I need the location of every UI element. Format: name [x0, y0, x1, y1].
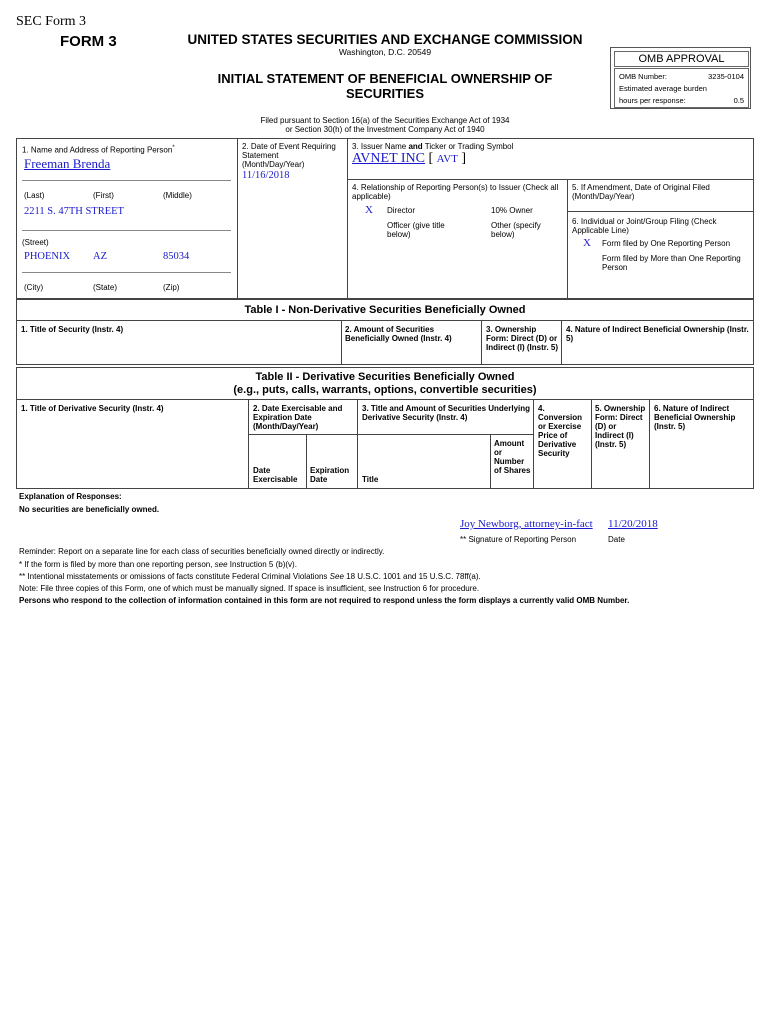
t1-col-nature: 4. Nature of Indirect Beneficial Ownership (Instr. 5) — [566, 325, 749, 343]
note-3: Note: File three copies of this Form, one of which must be manually signed. If space is insufficient, see Instruction 6 for procedure. — [19, 584, 480, 593]
one-person-check: X — [583, 237, 591, 249]
state-label: (State) — [93, 283, 118, 292]
explanation-text: No securities are beneficially owned. — [19, 505, 160, 514]
table-2-title-2: (e.g., puts, calls, warrants, options, convertible securities) — [233, 384, 537, 396]
issuer-link[interactable]: AVNET INC — [352, 151, 425, 166]
commission-location: Washington, D.C. 20549 — [338, 47, 432, 57]
reminder-note: Reminder: Report on a separate line for each class of securities beneficially owned directly or indirectly. — [19, 547, 385, 556]
table-1-title: Table I - Non-Derivative Securities Beneficially Owned — [244, 304, 526, 316]
table-2-title-1: Table II - Derivative Securities Beneficially Owned — [255, 371, 515, 383]
more-persons-label: Form filed by More than One Reporting Person — [602, 254, 741, 272]
middle-label: (Middle) — [163, 191, 192, 200]
omb-title: OMB APPROVAL — [614, 51, 749, 67]
note-2-see: See — [329, 572, 344, 581]
note-4: Persons who respond to the collection of information contained in this form are not required to respond unless the form displays a currently valid OMB Number. — [19, 596, 630, 605]
commission-title: UNITED STATES SECURITIES AND EXCHANGE COMMISSION — [187, 32, 583, 47]
issuer-row — [352, 151, 466, 167]
box1-star: * — [172, 145, 175, 151]
event-date-value: 11/16/2018 — [242, 170, 290, 181]
t2-col-expiration: Expiration Date — [310, 466, 350, 484]
omb-burden-label: Estimated average burden — [619, 84, 707, 93]
note-1-see: see — [214, 560, 228, 569]
box3-label-pre: 3. Issuer Name — [352, 142, 409, 151]
note-2-post: 18 U.S.C. 1001 and 15 U.S.C. 78ff(a). — [343, 572, 481, 581]
table-2-title — [16, 371, 754, 397]
t1-col-ownership: 3. Ownership Form: Direct (D) or Indirect (I) (Instr. 5) — [486, 325, 559, 352]
omb-approval-box — [610, 47, 751, 109]
t2-col-conversion: 4. Conversion or Exercise Price of Derivative Security — [538, 404, 583, 458]
street-value: 2211 S. 47TH STREET — [24, 206, 124, 217]
filed-line-1: Filed pursuant to Section 16(a) of the Securities Exchange Act of 1934 — [260, 116, 510, 125]
t1-col-amount: 2. Amount of Securities Beneficially Owned (Instr. 4) — [345, 325, 452, 343]
one-person-label: Form filed by One Reporting Person — [602, 239, 731, 248]
omb-details — [614, 68, 749, 108]
other-label: Other (specify below) — [491, 221, 541, 239]
box1-label — [22, 144, 175, 155]
t2-col-amount: Amount or Number of Shares — [494, 439, 531, 475]
t1-col-title: 1. Title of Security (Instr. 4) — [21, 325, 124, 334]
note-1 — [19, 560, 297, 569]
note-2 — [19, 572, 481, 581]
zip-value: 85034 — [163, 251, 190, 262]
box3-label — [352, 142, 513, 151]
t2-col-underlying: 3. Title and Amount of Securities Underlying Derivative Security (Instr. 4) — [362, 404, 531, 422]
omb-number-label: OMB Number: — [619, 72, 667, 81]
signature-date-label: Date — [608, 535, 625, 544]
director-label: Director — [387, 206, 416, 215]
t2-col-title: 1. Title of Derivative Security (Instr. 4) — [21, 404, 164, 413]
box5-label: 5. If Amendment, Date of Original Filed (Month/Day/Year) — [572, 183, 710, 201]
box1-label-text: 1. Name and Address of Reporting Person — [22, 145, 173, 155]
last-label: (Last) — [24, 191, 45, 200]
signature-link[interactable]: Joy Newborg, attorney-in-fact — [460, 518, 593, 530]
ticker-link[interactable]: AVT — [436, 153, 458, 165]
omb-number-value: 3235-0104 — [708, 72, 744, 81]
signature-label: ** Signature of Reporting Person — [460, 535, 577, 544]
signature-date-link[interactable]: 11/20/2018 — [608, 518, 658, 530]
box2-label: 2. Date of Event Requiring Statement (Month/Day/Year) — [242, 142, 336, 169]
street-label: (Street) — [22, 238, 49, 247]
zip-label: (Zip) — [163, 283, 180, 292]
form-title: FORM 3 — [60, 33, 117, 50]
filed-pursuant — [170, 116, 600, 134]
statement-title: INITIAL STATEMENT OF BENEFICIAL OWNERSHIP OF SECURITIES — [217, 71, 553, 101]
t2-col-underlying-title: Title — [362, 475, 379, 484]
reporting-person-link[interactable]: Freeman Brenda — [24, 156, 111, 171]
box6-label: 6. Individual or Joint/Group Filing (Check Applicable Line) — [572, 217, 717, 235]
bracket-close: ] — [461, 151, 467, 166]
note-1-pre: * If the form is filed by more than one reporting person, — [19, 560, 215, 569]
first-label: (First) — [93, 191, 114, 200]
omb-hours-label: hours per response: — [619, 96, 686, 105]
box3-label-post: Ticker or Trading Symbol — [422, 142, 514, 151]
city-value: PHOENIX — [24, 251, 71, 262]
director-check: X — [365, 204, 373, 216]
t2-col-nature: 6. Nature of Indirect Beneficial Ownership (Instr. 5) — [654, 404, 736, 431]
t2-col-dates: 2. Date Exercisable and Expiration Date (Month/Day/Year) — [253, 404, 343, 431]
bracket-open: [ — [428, 151, 434, 166]
state-value: AZ — [93, 251, 107, 262]
filed-line-2: or Section 30(h) of the Investment Company Act of 1940 — [285, 125, 485, 134]
box4-label: 4. Relationship of Reporting Person(s) to Issuer (Check all applicable) — [352, 183, 559, 201]
sec-form-label: SEC Form 3 — [16, 14, 87, 29]
ten-percent-label: 10% Owner — [491, 206, 533, 215]
omb-hours-value: 0.5 — [733, 96, 744, 105]
city-label: (City) — [24, 283, 44, 292]
t2-col-ownership: 5. Ownership Form: Direct (D) or Indirect (I) (Instr. 5) — [595, 404, 646, 449]
officer-label: Officer (give title below) — [387, 221, 445, 239]
t2-col-date-exercisable: Date Exercisable — [253, 466, 298, 484]
explanation-heading: Explanation of Responses: — [19, 492, 122, 501]
note-2-pre: ** Intentional misstatements or omissions of facts constitute Federal Criminal Violations — [19, 572, 330, 581]
note-1-post: Instruction 5 (b)(v). — [227, 560, 297, 569]
box3-label-and: and — [408, 142, 423, 151]
